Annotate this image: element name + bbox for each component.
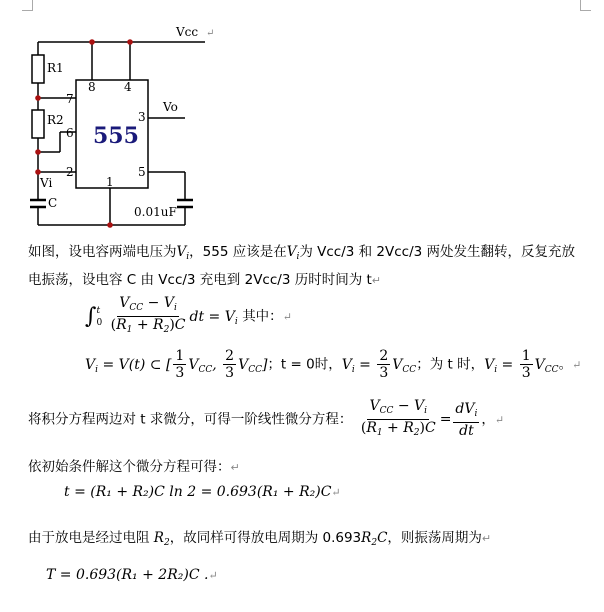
vcc-label: Vcc <box>176 25 199 39</box>
paragraph-1-line-2: 电振荡，设电容 C 由 Vcc/3 充电到 2Vcc/3 历时时间为 t↵ <box>28 272 382 288</box>
pin-7-label: 7 <box>66 92 74 106</box>
pin-4-label: 4 <box>124 80 132 94</box>
resistor-r1 <box>32 55 44 83</box>
paragraph-solve: 依初始条件解这个微分方程可得：↵ <box>28 459 240 475</box>
equation-vi-range: $V_i = V(t)$ ⊂ [ $\frac{1}{3}$ $V_{CC}$, $\frac{2}{3}$ $V_{CC}$]；t = 0时，$V_i$ = $\frac{2}{3}$ $V_{CC}$；为 t 时，$V_i$ = $\frac{1}{3}$ $V_{CC}$。↵ <box>85 348 582 381</box>
corner-mark-top-right <box>580 0 591 11</box>
equation-integral: ∫t 0 $\frac{V_{CC} - V_i}{(R_1 + R_2)C}$ dt = $V_i$ 其中：↵ <box>85 295 292 335</box>
chip-555-label: 555 <box>93 123 139 149</box>
paragraph-1-line-1: 如图，设电容两端电压为$V_i$，555 应该是在$V_i$为 Vcc/3 和 2Vcc/3 两处发生翻转，反复充放 <box>28 244 576 262</box>
r2-label: R2 <box>47 113 64 127</box>
r1-label: R1 <box>47 61 64 75</box>
pin-2-label: 2 <box>66 165 74 179</box>
paragraph-differential: 将积分方程两边对 t 求微分，可得一阶线性微分方程： $\frac{V_{CC} - V_i}{(R_1 + R_2)C}$ = $\frac{dV_i}{dt}$ ，↵ <box>28 398 505 439</box>
pin-5-label: 5 <box>138 165 146 179</box>
c-label: C <box>48 196 58 210</box>
equation-period: T = 0.693(R₁ + 2R₂)C .↵ <box>46 567 218 583</box>
cap-value-label: 0.01uF <box>134 205 177 219</box>
pin-1-label: 1 <box>106 175 114 189</box>
vo-label: Vo <box>163 100 178 114</box>
vi-label: Vi <box>40 176 53 190</box>
pin-8-label: 8 <box>88 80 96 94</box>
pin-6-label: 6 <box>66 126 74 140</box>
resistor-r2 <box>32 110 44 138</box>
equation-charge-time: t = (R₁ + R₂)C ln 2 = 0.693(R₁ + R₂)C↵ <box>64 484 341 500</box>
circuit-diagram <box>0 0 240 235</box>
paragraph-discharge: 由于放电是经过电阻 $R_2$，故同样可得放电周期为 $0.693R_2C$，则振荡周期为↵ <box>28 530 492 548</box>
pin-3-label: 3 <box>138 110 146 124</box>
svg-text:↵: ↵ <box>206 28 215 39</box>
